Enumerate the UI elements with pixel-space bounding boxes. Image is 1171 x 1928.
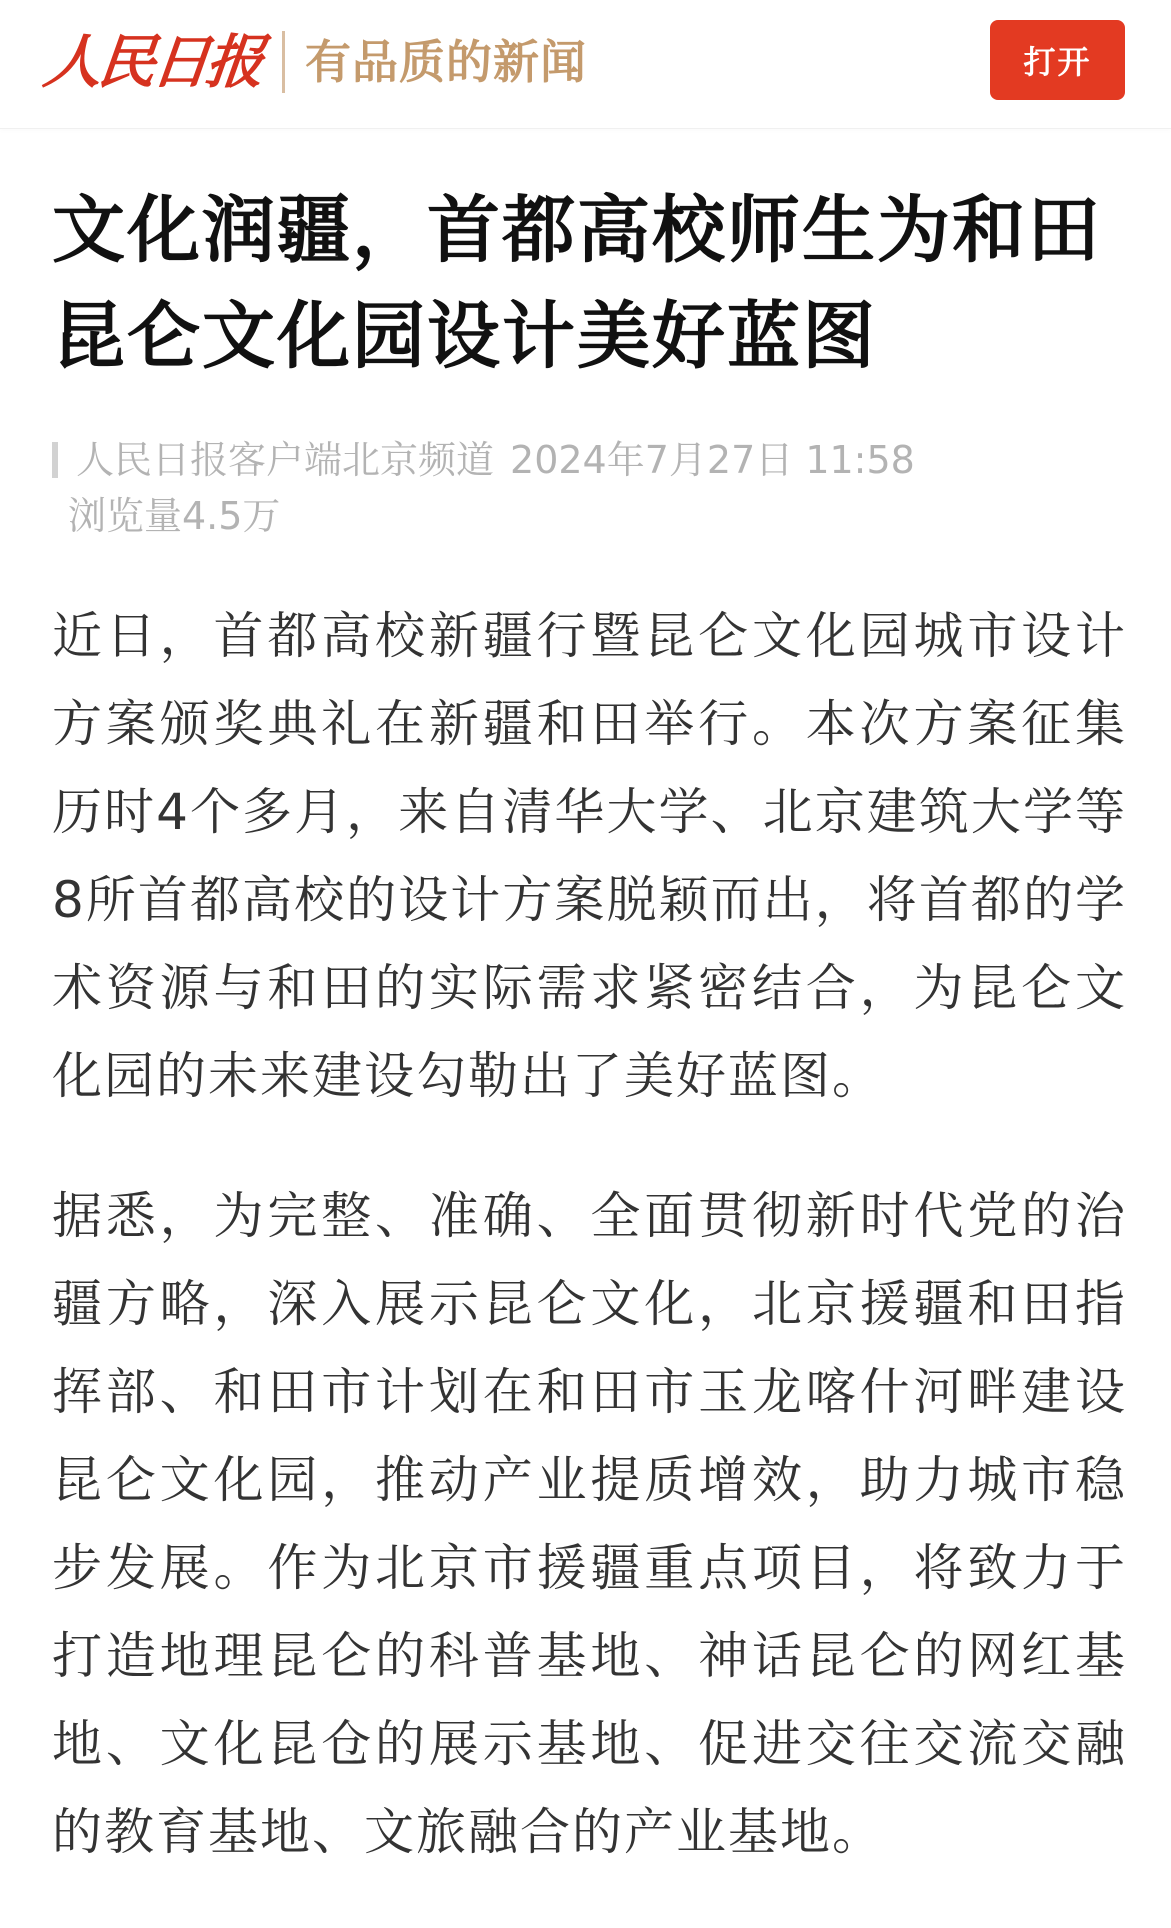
article-source[interactable]: 人民日报客户端北京频道 xyxy=(76,438,495,482)
peoples-daily-logo[interactable] xyxy=(40,24,588,100)
open-app-button[interactable]: 打开 xyxy=(990,20,1125,100)
article-title: 文化润疆，首都高校师生为和田昆仑文化园设计美好蓝图 xyxy=(52,188,1102,379)
article-paragraph: 据悉，为完整、准确、全面贯彻新时代党的治疆方略，深入展示昆仑文化，北京援疆和田指挥部、和田市计划在和田市玉龙喀什河畔建设昆仑文化园，推动产业提质增效，助力城市稳步发展。作为北京市援疆重点项目，将致力于打造地理昆仑的科普基地、神话昆仑的网红基地、文化昆仓的展示基地、促进交往交流交融的教育基地、文旅融合的产业基地。 xyxy=(52,1187,1127,1861)
article-body xyxy=(52,592,1127,1928)
logo-wordmark: 人民日报 xyxy=(40,28,264,96)
article-datetime: 2024年7月27日 11:58 xyxy=(510,438,915,482)
logo-slogan: 有品质的新闻 xyxy=(305,35,588,89)
logo-divider xyxy=(282,31,285,93)
meta-source-line xyxy=(76,432,915,488)
article-view-count: 浏览量4.5万 xyxy=(68,494,281,538)
meta-accent-bar xyxy=(52,442,58,478)
top-app-bar xyxy=(0,0,1171,129)
article-paragraph: 近日，首都高校新疆行暨昆仑文化园城市设计方案颁奖典礼在新疆和田举行。本次方案征集历时4个多月，来自清华大学、北京建筑大学等8所首都高校的设计方案脱颖而出，将首都的学术资源与和田的实际需求紧密结合，为昆仑文化园的未来建设勾勒出了美好蓝图。 xyxy=(52,607,1127,1105)
